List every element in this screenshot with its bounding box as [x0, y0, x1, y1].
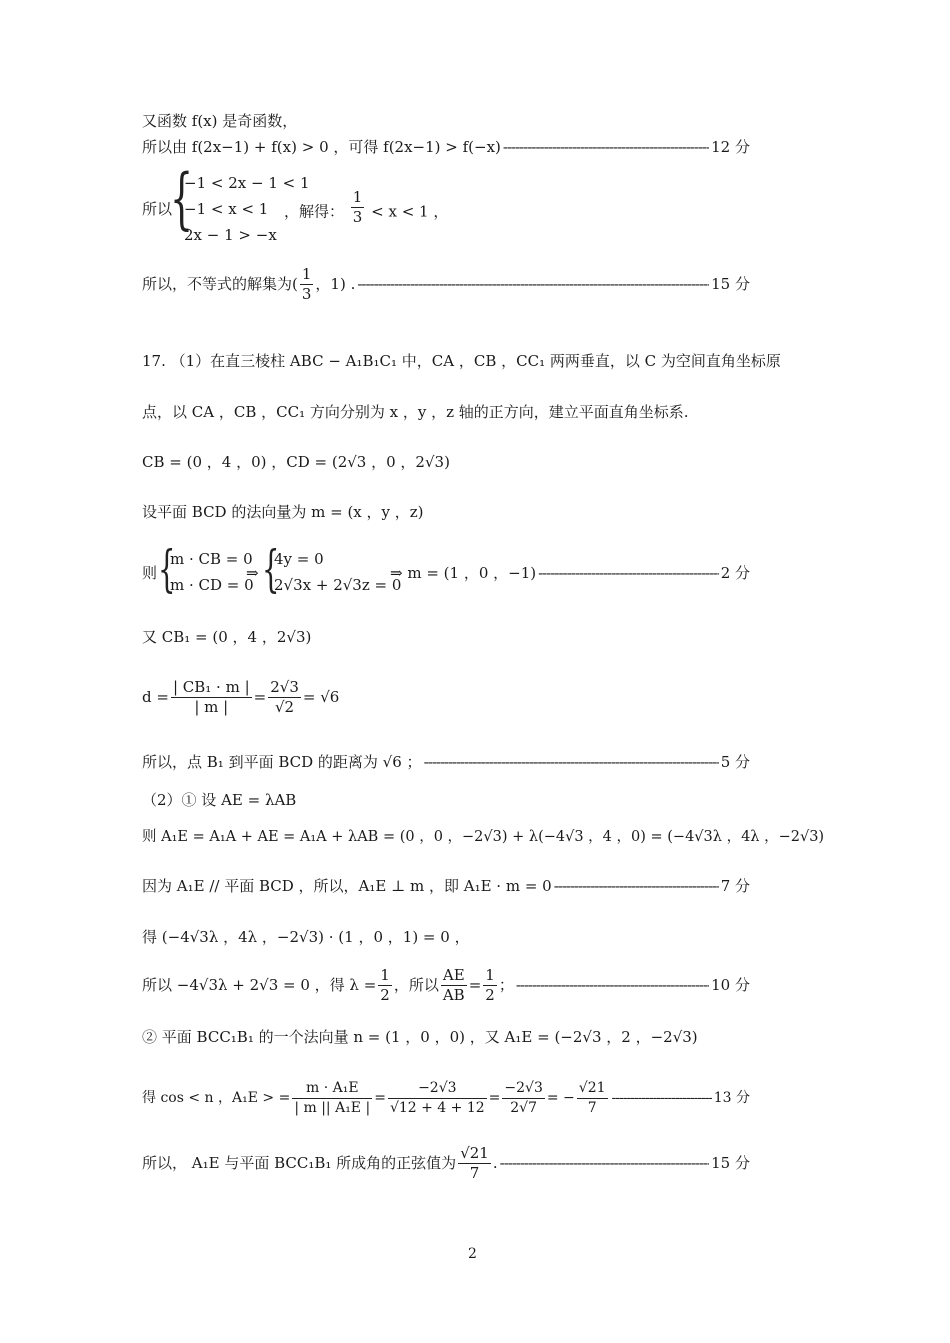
line-text: d = — [142, 688, 169, 706]
fraction: $\frac{√21}{7}$ — [578, 1079, 606, 1116]
score-label: 15 分 — [711, 275, 750, 293]
dash-leader — [500, 1152, 710, 1174]
equation-system — [170, 548, 254, 598]
brace-symbol: { — [170, 160, 194, 237]
score-label: 13 分 — [713, 1090, 750, 1106]
line-text: 因为 A₁E // 平面 BCD ，所以，A₁E ⊥ m ，即 A₁E · m = 0 — [142, 877, 552, 895]
line-text: < x < 1 ， — [371, 202, 449, 221]
line-text: = — [374, 1090, 386, 1106]
text-line: 点，以 CA ，CB ，CC₁ 方向分别为 x ，y ，z 轴的正方向，建立平面直角坐标系. — [142, 403, 689, 421]
line-text: = — [468, 976, 482, 994]
brace-symbol: { — [262, 540, 280, 598]
text-line: CB = (0 ，4 ，0) ，CD = (2√3 ，0 ，2√3) — [142, 453, 450, 471]
brace-symbol: { — [158, 540, 176, 598]
fraction: $\frac{1}{2}$ — [380, 965, 390, 1004]
line-text: = − — [546, 1090, 575, 1106]
system-row: 2√3x + 2√3z = 0 — [274, 576, 402, 594]
line-text: = — [253, 688, 267, 706]
problem-heading: 17. （1）在直三棱柱 ABC − A₁B₁C₁ 中，CA ，CB ，CC₁ 两两垂直，以 C 为空间直角坐标原 — [142, 352, 781, 370]
text-line: 则 — [142, 564, 158, 582]
system-row: m · CD = 0 — [170, 576, 254, 594]
text-line: 则 A₁E = A₁A + AE = A₁A + λAB = (0 ，0 ，−2√3) + λ(−4√3 ，4 ，0) = (−4√3λ ，4λ ，−2√3) — [142, 829, 825, 845]
dash-leader — [357, 273, 709, 295]
dash-leader — [612, 1087, 712, 1109]
text-line: 所以 — [142, 200, 173, 218]
score-line — [142, 751, 750, 773]
fraction: $\frac{-2√3}{2√7}$ — [504, 1079, 543, 1116]
system-row: −1 < x < 1 — [184, 200, 269, 218]
text-line: ② 平面 BCC₁B₁ 的一个法向量 n = (1 ，0 ，0) ，又 A₁E = (−2√3 ，2 ，−2√3) — [142, 1028, 698, 1046]
text-line: （2）① 设 AE = λAB — [142, 791, 297, 809]
line-text: ，1) . — [315, 275, 356, 293]
line-text: . — [492, 1154, 498, 1172]
line-text: 所以，点 B₁ 到平面 BCD 的距离为 √6 ； — [142, 753, 422, 771]
line-text: ； — [498, 976, 514, 994]
line-text: = — [488, 1090, 501, 1106]
system-row: 2x − 1 > −x — [184, 226, 277, 244]
score-line — [142, 1076, 750, 1120]
line-text: 得 cos < n ，A₁E > = — [142, 1090, 291, 1106]
fraction: $\frac{1}{3}$ — [301, 264, 312, 303]
fraction: $\frac{AE}{AB}$ — [442, 965, 465, 1004]
fraction: $\frac{2√3}{√2}$ — [270, 677, 299, 716]
line-text: = √6 — [302, 688, 340, 706]
score-line — [142, 136, 750, 158]
score-label: 10 分 — [711, 976, 750, 994]
line-text: 所以，不等式的解集为( — [142, 275, 298, 293]
fraction: $\frac{1}{2}$ — [485, 965, 495, 1004]
line-text: 所以 −4√3λ + 2√3 = 0 ，得 λ = — [142, 976, 377, 994]
text-line: 又函数 f(x) 是奇函数， — [142, 112, 298, 130]
score-line — [142, 264, 750, 304]
score-label: 12 分 — [711, 138, 750, 156]
fraction: $\frac{√21}{7}$ — [460, 1143, 489, 1182]
dash-leader — [538, 562, 719, 584]
score-line — [142, 875, 750, 897]
dash-leader — [424, 751, 719, 773]
fraction: $\frac{1}{3}$ — [352, 188, 363, 226]
text-line: 设平面 BCD 的法向量为 m = (x ，y ，z) — [142, 503, 424, 521]
system-row: −1 < 2x − 1 < 1 — [184, 174, 310, 192]
fraction: $\frac{-2√3}{√12 + 4 + 12}$ — [389, 1079, 485, 1116]
arrow-symbol: ⇒ — [246, 564, 259, 582]
score-label: 15 分 — [711, 1154, 750, 1172]
score-label: 5 分 — [720, 753, 750, 771]
score-line — [142, 964, 750, 1006]
fraction: $\frac{\text{| CB₁ · m |}}{| m |}$ — [172, 677, 250, 716]
line-text: ⇒ m = (1 ，0 ，−1) — [390, 564, 537, 582]
system-row: 4y = 0 — [274, 550, 324, 568]
dash-leader — [516, 974, 709, 996]
fraction: $\frac{\text{m · A₁E}}{\text{| m || A₁E |}}$ — [294, 1079, 371, 1116]
score-label: 7 分 — [720, 877, 750, 895]
score-line — [390, 562, 750, 584]
line-text: 所以， A₁E 与平面 BCC₁B₁ 所成角的正弦值为 — [142, 1154, 457, 1172]
system-row: m · CB = 0 — [170, 550, 253, 568]
text-line: 又 CB₁ = (0 ，4 ，2√3) — [142, 628, 312, 646]
text-line — [284, 188, 449, 227]
score-line — [142, 1142, 750, 1184]
line-text: 所以由 f(2x−1) + f(x) > 0 ，可得 f(2x−1) > f(−x) — [142, 138, 501, 156]
page-number: 2 — [468, 1246, 477, 1262]
equation-system — [274, 548, 402, 598]
line-text: ，解得： — [284, 202, 345, 221]
score-label: 2 分 — [720, 564, 750, 582]
text-line: 得 (−4√3λ ，4λ ，−2√3) · (1 ，0 ，1) = 0 ， — [142, 928, 470, 946]
text-line — [142, 676, 339, 718]
line-text: ，所以 — [393, 976, 439, 994]
dash-leader — [554, 875, 719, 897]
dash-leader — [503, 136, 709, 158]
